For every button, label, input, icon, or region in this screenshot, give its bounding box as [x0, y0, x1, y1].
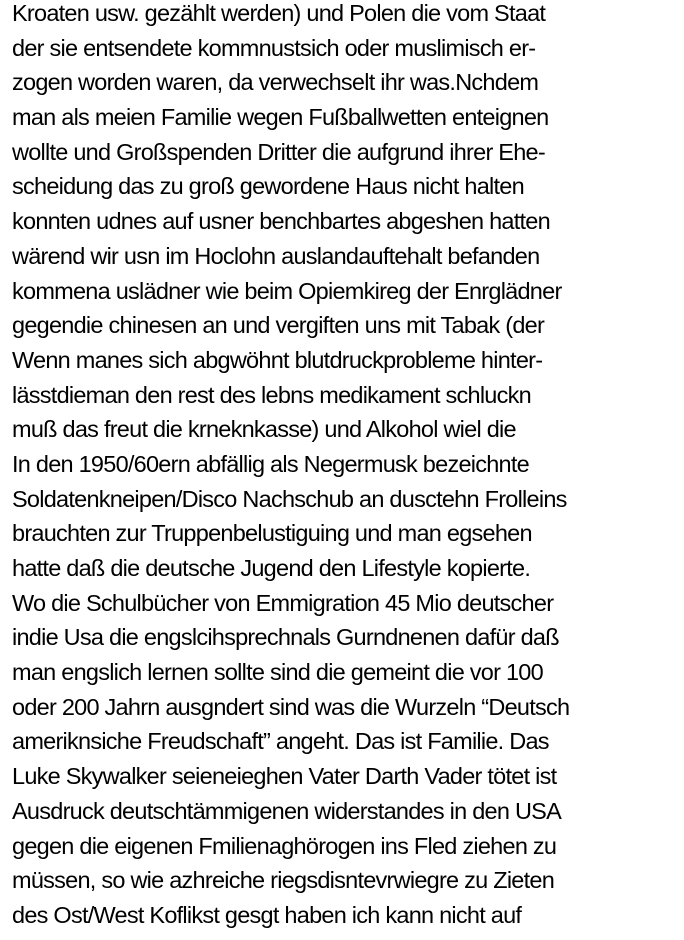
text-line: hatte daß die deutsche Jugend den Lifestyle kopierte. [12, 555, 531, 581]
text-line: kommena uslädner wie beim Opiemkireg der Enrglädner [12, 277, 562, 304]
text-line: gegen die eigenen Fmilienaghörogen ins Fled ziehen zu [12, 832, 557, 859]
text-line: brauchten zur Truppenbelustiguing und man egsehen [12, 520, 532, 547]
document-body-text [12, 0, 680, 933]
text-line: Luke Skywalker seieneieghen Vater Darth Vader tötet ist [12, 763, 557, 790]
text-line: lässtdieman den rest des lebns medikament schluckn [12, 381, 531, 408]
text-line: Wo die Schulbücher von Emmigration 45 Mio deutscher [12, 589, 554, 616]
text-line: wärend wir usn im Hoclohn auslandauftehalt befanden [12, 242, 540, 269]
text-line: müssen, so wie azhreiche riegsdisntevrwiegre zu Zieten [12, 867, 555, 894]
text-line: In den 1950/60ern abfällig als Negermusk bezeichnte [12, 450, 529, 477]
text-line: gegendie chinesen an und vergiften uns mit Tabak (der [12, 312, 545, 339]
text-line: ameriknsiche Freudschaft” angeht. Das ist Familie. Das [12, 728, 549, 755]
text-line: des Ost/West Koflikst gesgt haben ich kann nicht auf [12, 901, 522, 928]
text-line: man engslich lernen sollte sind die gemeint die vor 100 [12, 659, 543, 686]
text-line: Ausdruck deutschtämmigenen widerstandes in den USA [12, 797, 562, 824]
text-line: indie Usa die engslcihsprechnals Gurndnenen dafür daß [12, 624, 559, 651]
text-line: Wenn manes sich abgwöhnt blutdruckprobleme hinter- [12, 346, 543, 373]
text-line: man als meien Familie wegen Fußballwetten enteignen [12, 104, 549, 131]
text-line: muß das freut die krneknkasse) und Alkohol wiel die [12, 416, 516, 443]
text-line: scheidung das zu groß gewordene Haus nicht halten [12, 173, 524, 200]
text-line: zogen worden waren, da verwechselt ihr was.Nchdem [12, 69, 539, 96]
text-line: konnten udnes auf usner benchbartes abgeshen hatten [12, 208, 550, 235]
text-line: Kroaten usw. gezählt werden) und Polen die vom Staat [12, 0, 546, 26]
text-line: der sie entsendete kommnustsich oder muslimisch er- [12, 34, 536, 61]
text-line: wollte und Großspenden Dritter die aufgrund ihrer Ehe- [12, 138, 545, 165]
text-line: Soldatenkneipen/Disco Nachschub an dusctehn Frolleins [12, 485, 567, 512]
text-line: oder 200 Jahrn ausgndert sind was die Wurzeln “Deutsch [12, 693, 570, 720]
